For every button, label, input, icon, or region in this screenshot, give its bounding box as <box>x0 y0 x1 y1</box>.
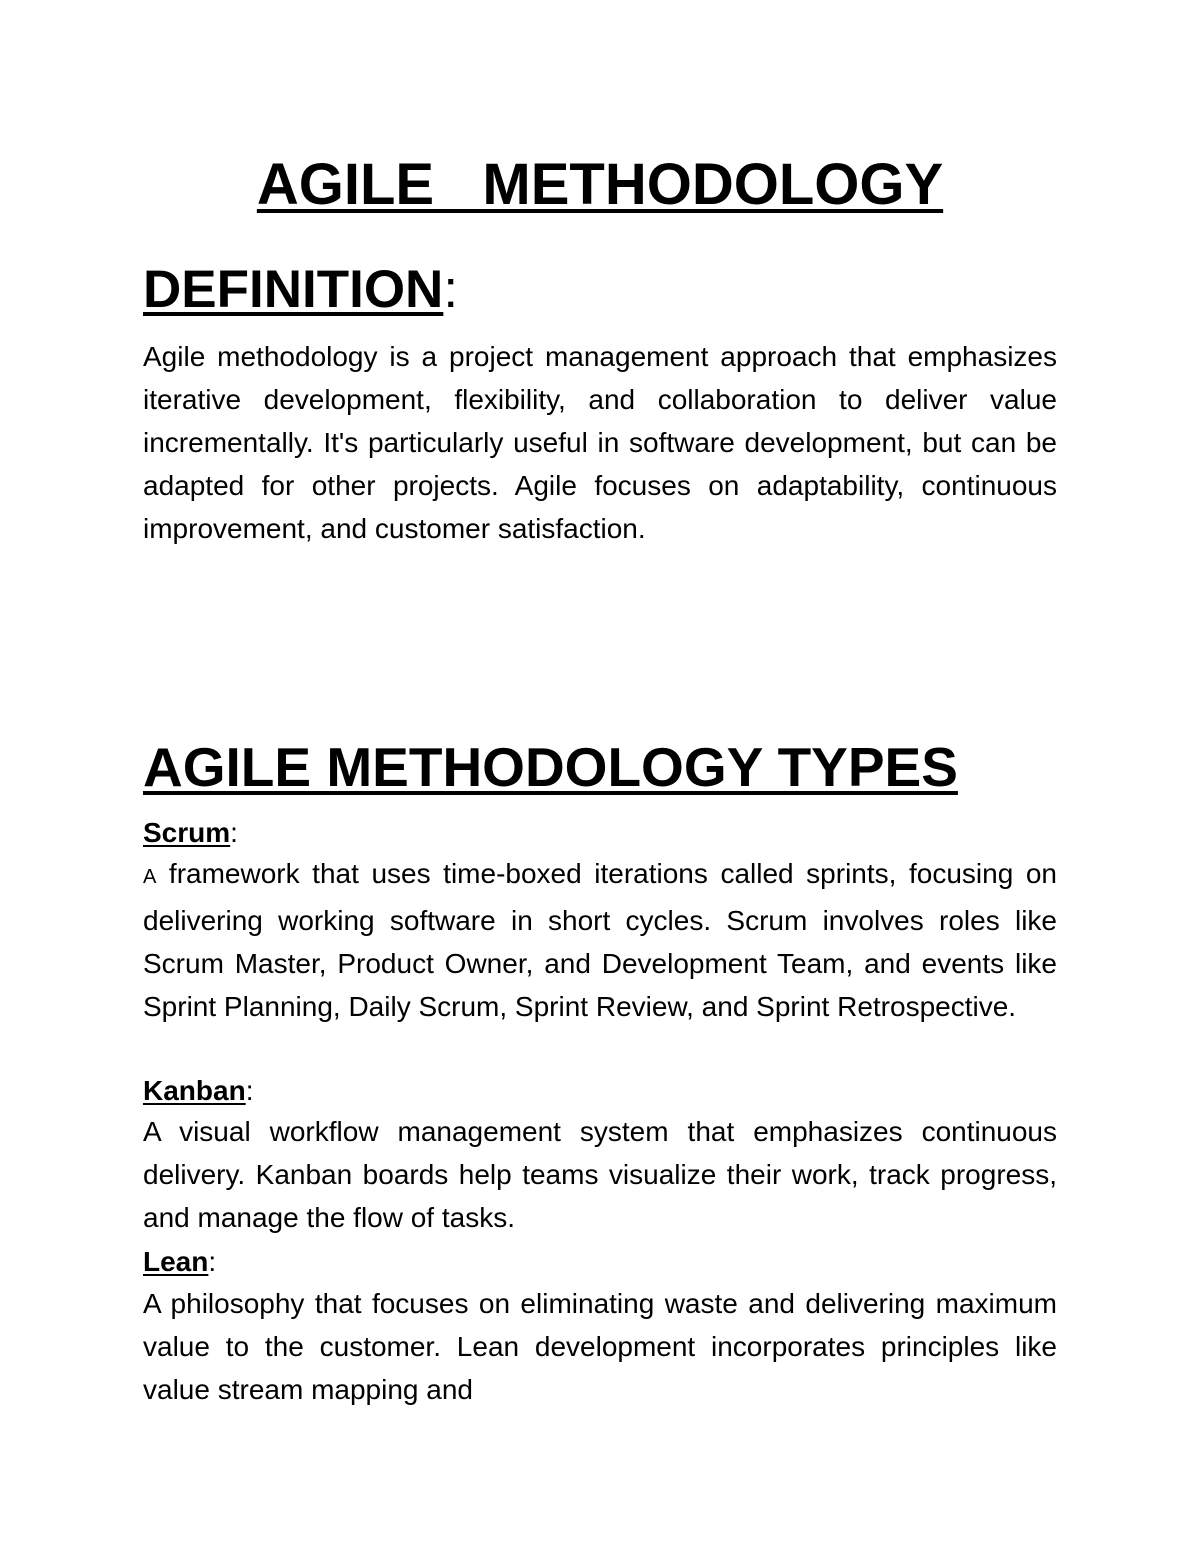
lean-subheading <box>143 1240 216 1283</box>
types-heading: AGILE METHODOLOGY TYPES <box>143 736 958 798</box>
scrum-lead-letter: A <box>143 866 157 888</box>
definition-heading-text: DEFINITION <box>143 260 444 319</box>
scrum-paragraph <box>143 852 1057 1028</box>
document-title <box>0 150 1200 220</box>
lean-label: Lean <box>143 1246 209 1277</box>
scrum-description: framework that uses time-boxed iterations called sprints, focusing on delivering working software in short cycles. Scrum involves roles like Scrum Master, Product Owner, and Development Team, and events like Sprint Planning, Daily Scrum, Sprint Review, and Sprint Retrospective. <box>143 858 1057 1022</box>
definition-paragraph: Agile methodology is a project management approach that emphasizes iterative development, flexibility, and collaboration to deliver value incrementally. It's particularly useful in software development, but can be adapted for other projects. Agile focuses on adaptability, continuous improvement, and customer satisfaction. <box>143 341 1057 544</box>
kanban-colon: : <box>245 1075 254 1106</box>
document-title-text: AGILE METHODOLOGY <box>256 152 944 217</box>
definition-heading-colon: : <box>443 260 459 319</box>
scrum-colon: : <box>230 817 238 848</box>
scrum-label: Scrum <box>143 817 231 848</box>
kanban-label: Kanban <box>143 1075 246 1106</box>
lean-colon: : <box>208 1246 217 1277</box>
lean-paragraph: A philosophy that focuses on eliminating waste and delivering maximum value to the customer. Lean development incorporates principles like value stream mapping and <box>143 1288 1057 1405</box>
kanban-subheading <box>143 1069 253 1112</box>
kanban-paragraph: A visual workflow management system that emphasizes continuous delivery. Kanban boards help teams visualize their work, track progress, and manage the flow of tasks. <box>143 1116 1057 1233</box>
definition-heading <box>143 256 458 324</box>
scrum-subheading <box>143 811 238 854</box>
